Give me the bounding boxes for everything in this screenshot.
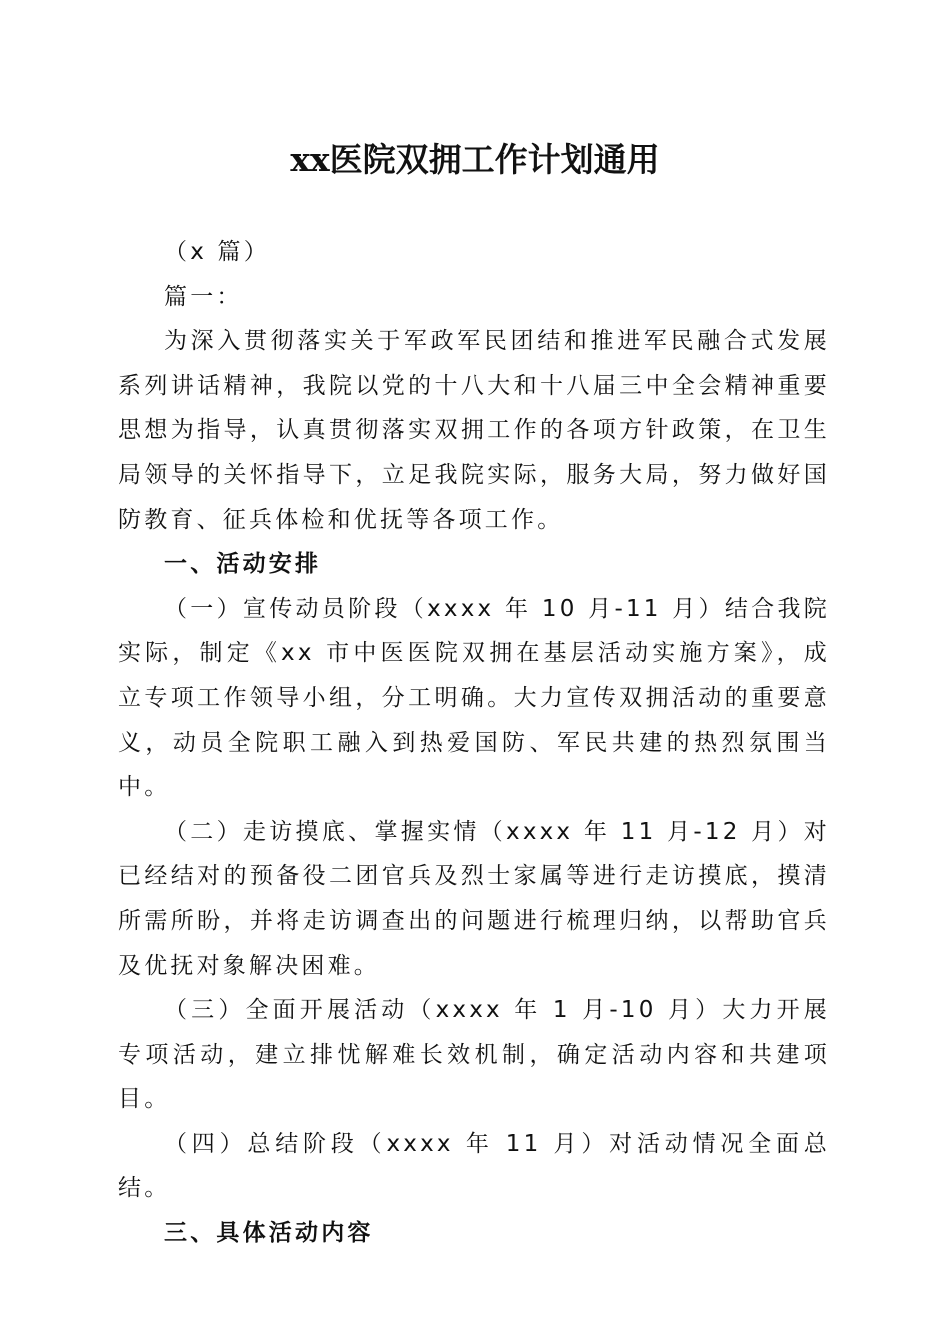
section-heading-activity-arrangement: 一、活动安排: [164, 551, 322, 578]
paragraph-part-one-label: 篇一：: [164, 283, 243, 310]
paragraph-stage-three: （三）全面开展活动（xxxx 年 1 月-10 月）大力开展专项活动，建立排忧解难长效机制，确定活动内容和共建项目。: [118, 997, 830, 1113]
section-heading-specific-content: 三、具体活动内容: [164, 1220, 374, 1247]
paragraph-intro: 为深入贯彻落实关于军政军民团结和推进军民融合式发展系列讲话精神，我院以党的十八大和十八届三中全会精神重要思想为指导，认真贯彻落实双拥工作的各项方针政策，在卫生局领导的关怀指导下，立足我院实际，服务大局，努力做好国防教育、征兵体检和优抚等各项工作。: [118, 328, 830, 533]
document-title: xx医院双拥工作计划通用: [290, 140, 660, 179]
paragraph-volume-note: （x 篇）: [164, 239, 270, 265]
paragraph-stage-four: （四）总结阶段（xxxx 年 11 月）对活动情况全面总结。: [118, 1130, 830, 1202]
paragraph-stage-two: （二）走访摸底、掌握实情（xxxx 年 11 月-12 月）对已经结对的预备役二团官兵及烈士家属等进行走访摸底，摸清所需所盼，并将走访调查出的问题进行梳理归纳，以帮助官兵及优抚对象解决困难。: [118, 818, 830, 979]
paragraph-stage-one: （一）宣传动员阶段（xxxx 年 10 月-11 月）结合我院实际，制定《xx 市中医医院双拥在基层活动实施方案》，成立专项工作领导小组，分工明确。大力宣传双拥活动的重要意义，动员全院职工融入到热爱国防、军民共建的热烈氛围当中。: [118, 595, 830, 801]
document-body: [118, 230, 830, 1256]
